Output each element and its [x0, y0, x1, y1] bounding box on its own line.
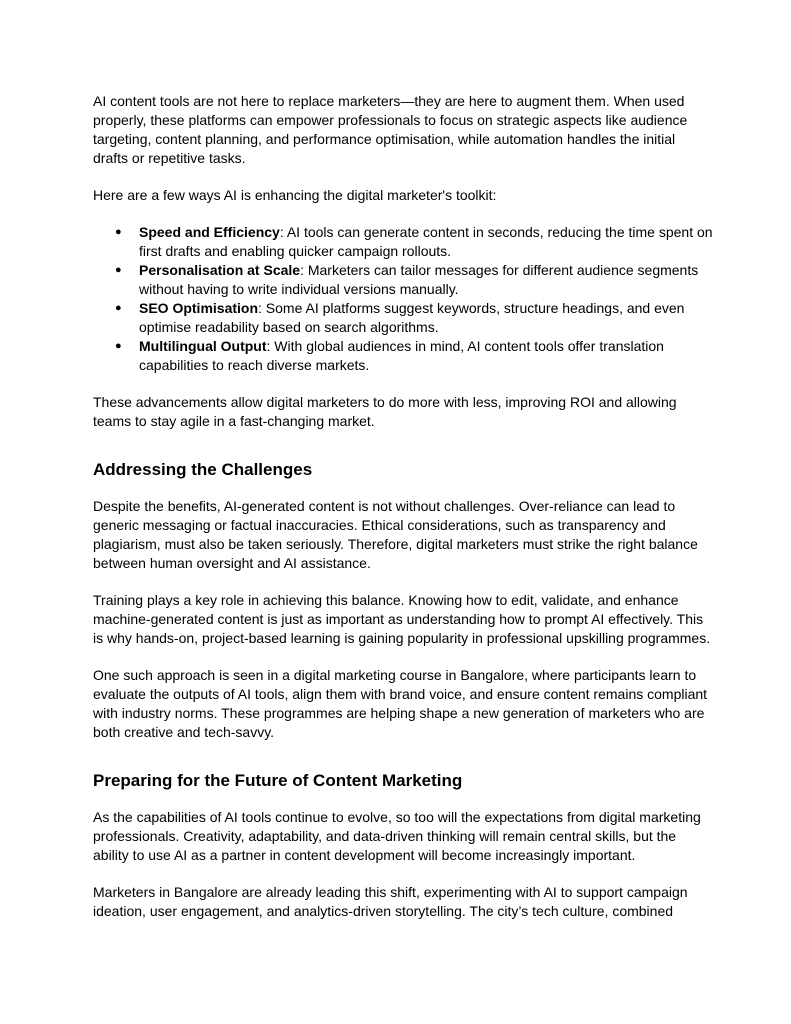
- bullet-icon: ●: [115, 340, 122, 352]
- list-item-term: Personalisation at Scale: [139, 262, 301, 278]
- challenges-paragraph-2: Training plays a key role in achieving this balance. Knowing how to edit, validate, and enhance machine-generated content is just as important as understanding how to prompt AI effectively. This is why hands-on, project-based learning is gaining popularity in professional upskilling programmes.: [93, 592, 711, 646]
- document-page: [93, 92, 713, 939]
- future-paragraph-2: Marketers in Bangalore are already leading this shift, experimenting with AI to support campaign ideation, user engagement, and analytics-driven storytelling. The city’s tech culture, combined: [93, 884, 688, 919]
- section-heading-challenges: Addressing the Challenges: [93, 460, 313, 479]
- list-item-text: : Marketers can tailor messages for different audience segments without having to write individual versions manually.: [139, 262, 699, 297]
- intro-paragraph: AI content tools are not here to replace marketers—they are here to augment them. When used properly, these platforms can empower professionals to focus on strategic aspects like audience targeting, content planning, and performance optimisation, while automation handles the initial drafts or repetitive tasks.: [93, 93, 688, 166]
- list-item: [93, 299, 713, 337]
- list-item-text: : With global audiences in mind, AI content tools offer translation capabilities to reach diverse markets.: [139, 338, 664, 373]
- list-item: [93, 261, 713, 299]
- list-intro-paragraph: Here are a few ways AI is enhancing the digital marketer's toolkit:: [93, 187, 497, 203]
- list-summary-paragraph: These advancements allow digital marketers to do more with less, improving ROI and allowing teams to stay agile in a fast-changing market.: [93, 394, 677, 429]
- list-item-text: : Some AI platforms suggest keywords, structure headings, and even optimise readability based on search algorithms.: [139, 300, 685, 335]
- challenges-paragraph-1: Despite the benefits, AI-generated content is not without challenges. Over-reliance can lead to generic messaging or factual inaccuracies. Ethical considerations, such as transparency and plagiarism, must also be taken seriously. Therefore, digital marketers must strike the right balance between human oversight and AI assistance.: [93, 498, 698, 571]
- bullet-icon: ●: [115, 264, 122, 276]
- bullet-icon: ●: [115, 226, 122, 238]
- bullet-icon: ●: [115, 302, 122, 314]
- challenges-paragraph-3: One such approach is seen in a digital marketing course in Bangalore, where participants learn to evaluate the outputs of AI tools, align them with brand voice, and ensure content remains compliant with industry norms. These programmes are helping shape a new generation of marketers who are both creative and tech-savvy.: [93, 667, 708, 740]
- list-item: [93, 337, 713, 375]
- list-item-text: : AI tools can generate content in seconds, reducing the time spent on first drafts and enabling quicker campaign rollouts.: [139, 224, 713, 259]
- list-item-term: SEO Optimisation: [139, 300, 259, 316]
- section-heading-future: Preparing for the Future of Content Marketing: [93, 771, 463, 790]
- benefits-list: [93, 223, 713, 375]
- list-item-term: Speed and Efficiency: [139, 224, 280, 240]
- list-item-term: Multilingual Output: [139, 338, 267, 354]
- future-paragraph-1: As the capabilities of AI tools continue to evolve, so too will the expectations from digital marketing professionals. Creativity, adaptability, and data-driven thinking will remain central skills, but the ability to use AI as a partner in content development will become increasingly important.: [93, 809, 701, 863]
- list-item: [93, 223, 713, 261]
